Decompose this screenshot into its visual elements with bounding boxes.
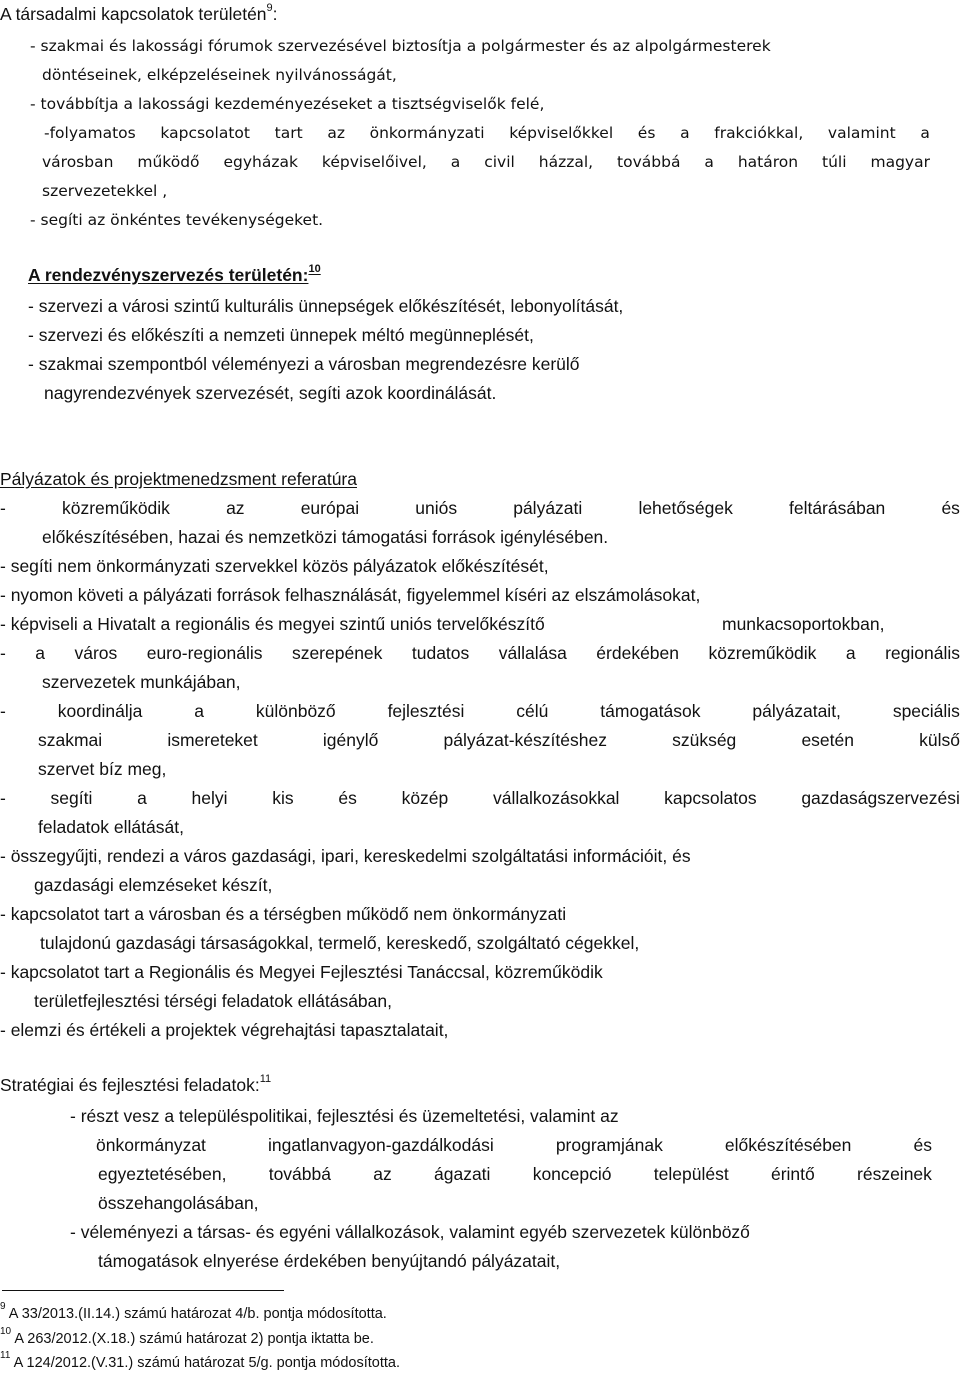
word: pályázati (513, 498, 583, 518)
projects-line-1 (0, 497, 960, 519)
word: programjának (555, 1135, 663, 1155)
word: a (194, 701, 204, 721)
word: uniós (415, 498, 458, 518)
word: érdekében (596, 643, 680, 663)
word: - (0, 498, 6, 518)
footnote-11: $^{11}$ A 124/2012.(V.31.) számú határozat 5/g. pontja módosította. (0, 1350, 401, 1371)
projects-line-10: szervet bíz meg, (38, 759, 167, 779)
word: önkormányzat (96, 1135, 206, 1155)
word: helyi (191, 788, 228, 808)
events-line-1: - szervezi a városi szintű kulturális ünnepségek előkészítését, lebonyolítását, (28, 296, 624, 316)
word: ismereteket (167, 730, 258, 750)
projects-line-3: - segíti nem önkormányzati szervekkel közös pályázatok előkészítését, (0, 556, 549, 576)
word: képviselőkkel (509, 124, 614, 142)
word: vállalkozásokkal (493, 788, 620, 808)
word: támogatások (600, 701, 701, 721)
word: egyházak (223, 153, 298, 171)
strategy-line-4: összehangolásában, (98, 1193, 259, 1213)
word: továbbá (617, 153, 681, 171)
word: részeinek (857, 1164, 932, 1184)
word: szakmai (38, 730, 103, 750)
word: koordinálja (57, 701, 143, 721)
word: működő (137, 153, 200, 171)
word: határon (737, 153, 799, 171)
projects-line-15: - kapcsolatot tart a városban és a térségben működő nem önkormányzati (0, 904, 567, 924)
word: külső (919, 730, 960, 750)
social-line-1: - szakmai és lakossági fórumok szervezésével biztosítja a polgármester és az alpolgármesterek (30, 37, 771, 55)
word: házzal, (538, 153, 594, 171)
word: ingatlanvagyon-gazdálkodási (268, 1135, 494, 1155)
section-title-social: A társadalmi kapcsolatok területén$^9$: (0, 2, 278, 24)
projects-line-4: - nyomon követi a pályázati források felhasználását, figyelemmel kíséri az elszámolásokat, (0, 585, 701, 605)
projects-line-11 (0, 787, 960, 809)
word: közreműködik (708, 643, 817, 663)
word: - (0, 788, 6, 808)
projects-line-14: gazdasági elemzéseket készít, (34, 875, 273, 895)
word: és (338, 788, 357, 808)
projects-line-17: - kapcsolatot tart a Regionális és Megyei Fejlesztési Tanáccsal, közreműködik (0, 962, 603, 982)
word: segíti (50, 788, 93, 808)
social-line-7: - segíti az önkéntes tevékenységeket. (30, 211, 324, 229)
events-line-3: - szakmai szempontból véleményezi a városban megrendezésre kerülő (28, 354, 580, 374)
projects-line-12: feladatok ellátását, (38, 817, 184, 837)
word: az (327, 124, 345, 142)
word: szerepének (291, 643, 383, 663)
word: kapcsolatot (160, 124, 250, 142)
word: gazdaságszervezési (801, 788, 960, 808)
word: regionális (885, 643, 960, 663)
word: a (35, 643, 46, 663)
projects-line-13: - összegyűjti, rendezi a város gazdasági, ipari, kereskedelmi szolgáltatási információit, és (0, 846, 691, 866)
word: és (941, 498, 960, 518)
social-line-2: döntéseinek, elképzeléseinek nyilvánosságát, (42, 66, 397, 84)
section-title-strategy: Stratégiai és fejlesztési feladatok:$^{11}$ (0, 1073, 272, 1095)
projects-line-19: - elemzi és értékeli a projektek végrehajtási tapasztalatait, (0, 1020, 449, 1040)
strategy-line-6: támogatások elnyerése érdekében benyújtandó pályázatait, (98, 1251, 561, 1271)
word: tudatos (411, 643, 470, 663)
word: a (450, 153, 461, 171)
footnote-10: $^{10}$ A 263/2012.(X.18.) számú határozat 2) pontja iktatta be. (0, 1326, 374, 1347)
word: a (920, 124, 930, 142)
section-title-projects: Pályázatok és projektmenedzsment referatúra (0, 469, 357, 489)
word: európai (300, 498, 360, 518)
word: a (845, 643, 856, 663)
word: ágazati (434, 1164, 491, 1184)
word: koncepció (532, 1164, 612, 1184)
word: fejlesztési (387, 701, 465, 721)
word: frakciókkal, (714, 124, 804, 142)
word: pályázat-készítéshez (443, 730, 607, 750)
events-line-4: nagyrendezvények szervezését, segíti azok koordinálását. (44, 383, 497, 403)
social-line-6: szervezetekkel , (42, 182, 168, 200)
word: lehetőségek (638, 498, 733, 518)
events-line-2: - szervezi és előkészíti a nemzeti ünnepek méltó megünneplését, (28, 325, 534, 345)
projects-line-7: szervezetek munkájában, (42, 672, 241, 692)
word: előkészítésében (724, 1135, 852, 1155)
projects-line-16: tulajdonú gazdasági társaságokkal, termelő, kereskedő, szolgáltató cégekkel, (40, 933, 640, 953)
social-line-4 (44, 122, 930, 144)
word: feltárásában (788, 498, 886, 518)
strategy-line-5: - véleményezi a társas- és egyéni vállalkozások, valamint egyéb szervezetek különböző (70, 1222, 750, 1242)
strategy-line-2 (96, 1134, 932, 1156)
word: közép (401, 788, 449, 808)
word: egyeztetésében, (98, 1164, 227, 1184)
word: kis (272, 788, 294, 808)
word: város (74, 643, 118, 663)
projects-line-2: előkészítésében, hazai és nemzetközi támogatási források igénylésében. (42, 527, 609, 547)
word: kapcsolatos (664, 788, 757, 808)
word: települést (653, 1164, 729, 1184)
strategy-line-3 (98, 1163, 932, 1185)
word: közreműködik (61, 498, 170, 518)
social-line-3: - továbbítja a lakossági kezdeményezéseket a tisztségviselők felé, (30, 95, 545, 113)
word: továbbá (268, 1164, 331, 1184)
word: - (0, 643, 6, 663)
word: a (137, 788, 147, 808)
word: igénylő (322, 730, 379, 750)
word: speciális (892, 701, 960, 721)
word: érintő (770, 1164, 815, 1184)
projects-line-6 (0, 642, 960, 664)
word: tart (274, 124, 303, 142)
word: és (637, 124, 656, 142)
projects-line-8 (0, 700, 960, 722)
word: civil (484, 153, 515, 171)
word: pályázatait, (752, 701, 841, 721)
word: a (680, 124, 690, 142)
projects-line-9 (38, 729, 960, 751)
word: képviselőivel, (321, 153, 427, 171)
word: és (913, 1135, 932, 1155)
word: az (373, 1164, 392, 1184)
word: az (226, 498, 245, 518)
word: a (704, 153, 714, 171)
word: - (0, 701, 6, 721)
footnote-9: $^9$ A 33/2013.(II.14.) számú határozat 4/b. pontja módosította. (0, 1301, 387, 1322)
footnote-separator (2, 1290, 284, 1291)
strategy-line-1: - részt vesz a településpolitikai, fejlesztési és üzemeltetési, valamint az (70, 1106, 619, 1126)
projects-line-5: - képviseli a Hivatalt a regionális és megyei szintű uniós tervelőkészítő munkacsoportokban, (0, 614, 885, 634)
word: városban (42, 153, 114, 171)
word: euro-regionális (146, 643, 263, 663)
word: különböző (255, 701, 336, 721)
word: esetén (801, 730, 854, 750)
projects-line-18: területfejlesztési térségi feladatok ellátásában, (34, 991, 392, 1011)
word: valamint (827, 124, 896, 142)
word: vállalása (498, 643, 567, 663)
word: célú (516, 701, 549, 721)
word: önkormányzati (369, 124, 485, 142)
word: -folyamatos (44, 124, 136, 142)
word: magyar (870, 153, 930, 171)
section-title-events: A rendezvényszervezés területén:$^{10}$ (28, 263, 321, 285)
word: szükség (672, 730, 737, 750)
social-line-5 (42, 151, 930, 173)
word: túli (822, 153, 847, 171)
